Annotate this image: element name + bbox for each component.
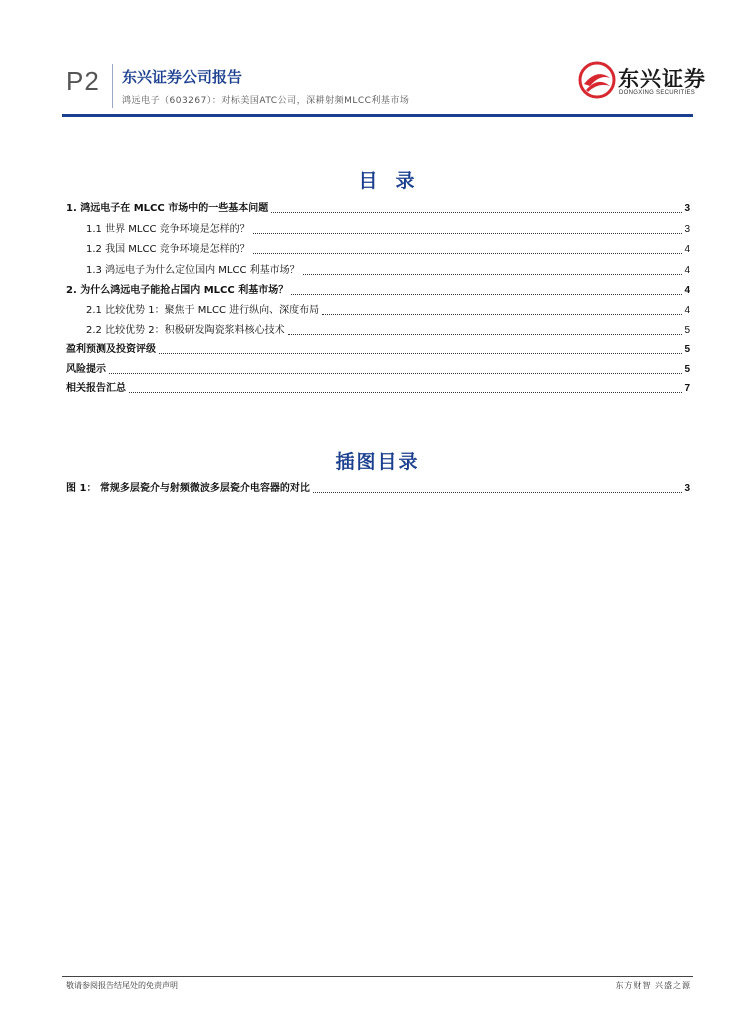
toc-entry-page: 3 <box>684 203 690 214</box>
toc-entry[interactable] <box>86 221 690 237</box>
figure-index-title: 插图目录 <box>335 451 420 473</box>
figure-entry-page: 3 <box>684 483 690 494</box>
toc-entry-page: 4 <box>684 285 690 296</box>
toc-entry[interactable] <box>86 322 690 338</box>
dot-leader <box>253 233 683 234</box>
toc-entry-label: 1. 鸿远电子在 MLCC 市场中的一些基本问题 <box>66 203 269 214</box>
dot-leader <box>129 392 682 393</box>
toc-entry[interactable] <box>66 380 690 396</box>
toc-entry-page: 5 <box>684 325 690 336</box>
footer-slogan: 东方财智 兴盛之源 <box>615 981 691 990</box>
logo-mark-icon <box>578 60 616 100</box>
dot-leader <box>109 373 682 374</box>
toc-entry[interactable] <box>86 241 690 257</box>
toc-entry-page: 4 <box>684 265 690 276</box>
dot-leader <box>159 353 682 354</box>
report-subtitle: 鸿远电子（603267）：对标美国ATC公司，深耕射频MLCC利基市场 <box>122 96 410 106</box>
toc-entry-label: 盈利预测及投资评级 <box>66 344 156 355</box>
toc-entry-label: 1.3 鸿远电子为什么定位国内 MLCC 利基市场？ <box>86 265 300 276</box>
dot-leader <box>253 253 683 254</box>
toc-entry-page: 4 <box>684 244 690 255</box>
page-header <box>0 0 755 118</box>
header-rule <box>62 114 693 117</box>
toc-title: 目录 <box>358 170 433 192</box>
toc-entry-page: 5 <box>684 364 690 375</box>
toc-entry-label: 1.1 世界 MLCC 竞争环境是怎样的？ <box>86 224 250 235</box>
toc-entry-label: 2.2 比较优势 2：积极研发陶瓷浆料核心技术 <box>86 325 285 336</box>
dot-leader <box>288 334 683 335</box>
figure-entry[interactable] <box>66 480 690 496</box>
logo-text-cn: 东兴证券 <box>618 67 706 91</box>
toc-entry-label: 风险提示 <box>66 364 106 375</box>
toc-entry[interactable] <box>86 302 690 318</box>
toc-entry-page: 5 <box>684 344 690 355</box>
toc-entry-page: 4 <box>684 305 690 316</box>
dot-leader <box>291 294 682 295</box>
dot-leader <box>313 492 683 493</box>
figure-entry-label: 图 1： 常规多层瓷介与射频微波多层瓷介电容器的对比 <box>66 483 310 494</box>
company-report-title: 东兴证券公司报告 <box>122 68 243 86</box>
toc-entry[interactable] <box>66 200 690 216</box>
toc-entry-label: 2.1 比较优势 1：聚焦于 MLCC 进行纵向、深度布局 <box>86 305 320 316</box>
toc-entry-label: 1.2 我国 MLCC 竞争环境是怎样的？ <box>86 244 250 255</box>
toc-entry[interactable] <box>66 341 690 357</box>
page-number: P2 <box>66 66 100 96</box>
logo-text-en: DONGXING SECURITIES <box>619 90 696 96</box>
header-divider <box>112 64 113 108</box>
toc-entry-label: 相关报告汇总 <box>66 383 126 394</box>
toc-entry[interactable] <box>66 361 690 377</box>
dot-leader <box>271 212 682 213</box>
dongxing-logo <box>578 60 706 106</box>
toc-entry-label: 2. 为什么鸿远电子能抢占国内 MLCC 利基市场？ <box>66 285 289 296</box>
dot-leader <box>322 314 682 315</box>
footer-rule <box>62 976 693 977</box>
toc-entry-page: 3 <box>684 224 690 235</box>
toc-entry[interactable] <box>86 262 690 278</box>
toc-entry-page: 7 <box>684 383 690 394</box>
footer-disclaimer: 敬请参阅报告结尾处的免责声明 <box>66 981 178 990</box>
toc-entry[interactable] <box>66 282 690 298</box>
dot-leader <box>303 274 683 275</box>
